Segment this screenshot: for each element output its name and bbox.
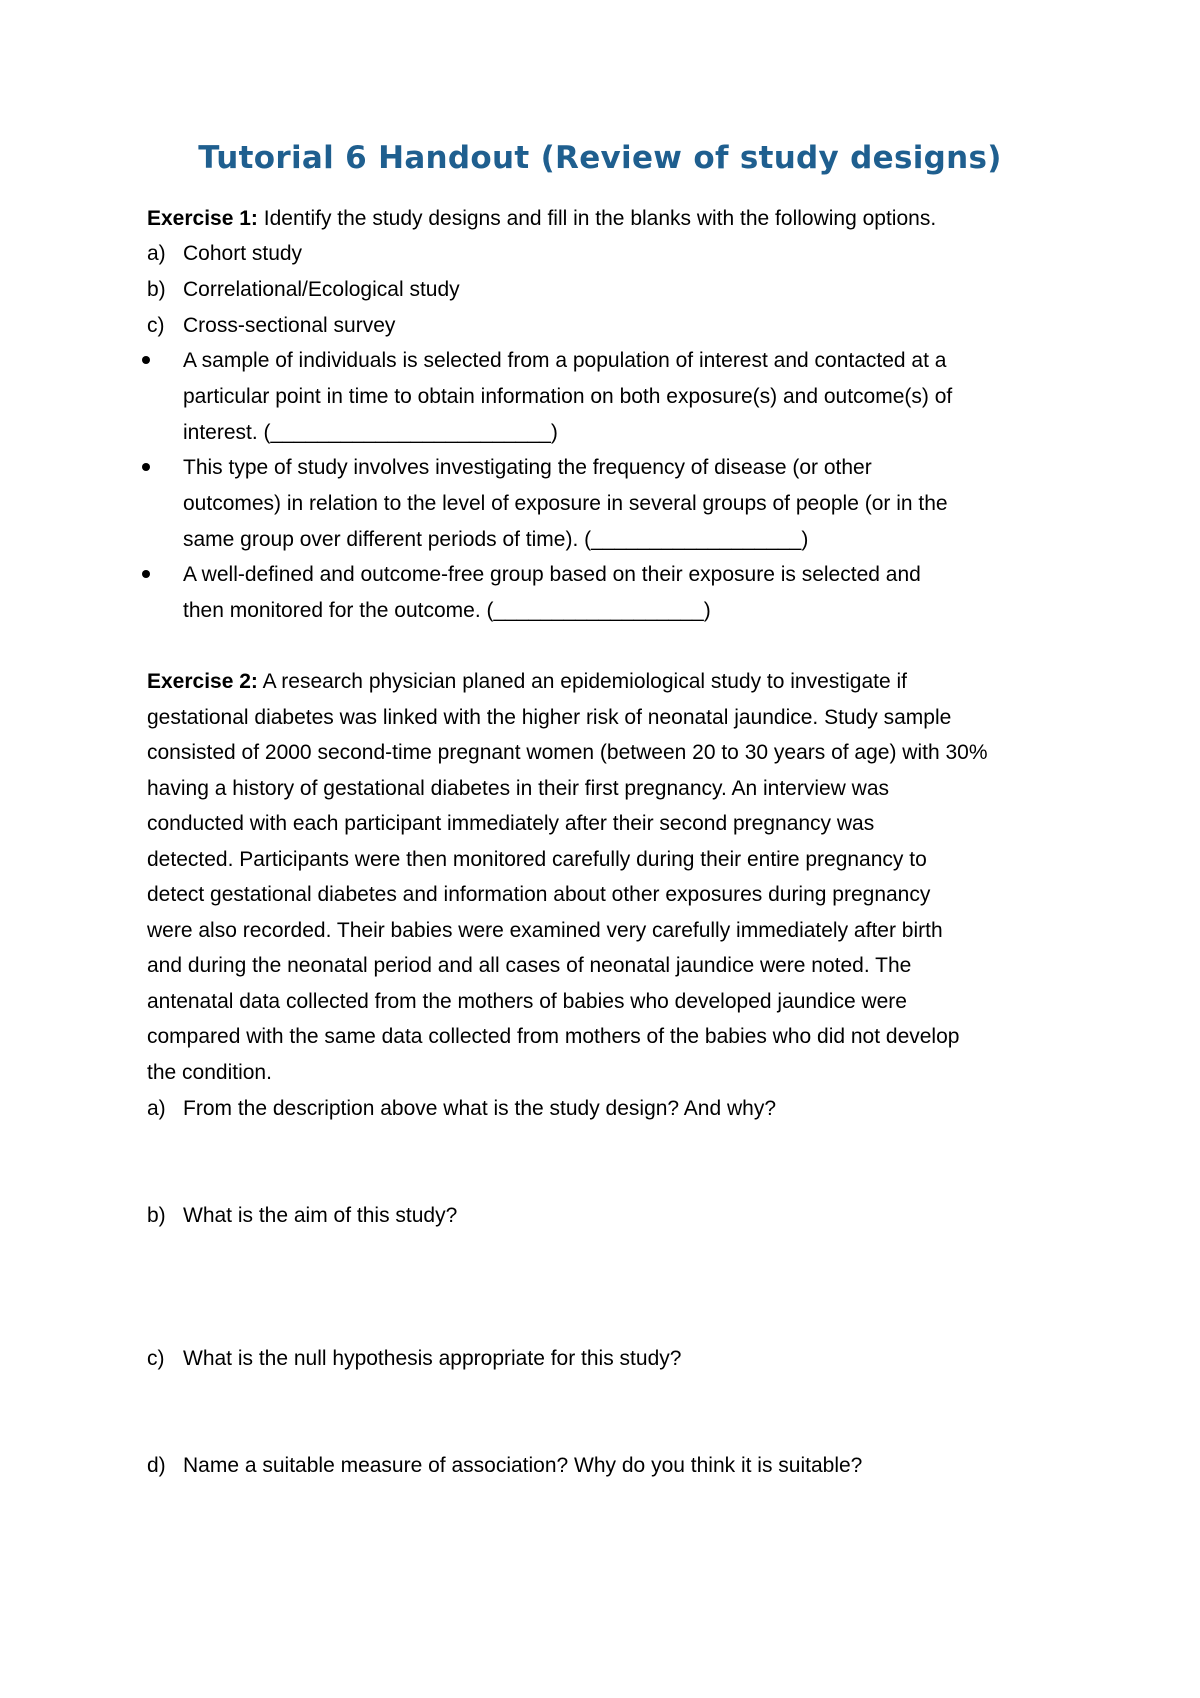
option-cross-sectional-survey: Cross-sectional survey [183,314,396,337]
option-marker: b) [147,278,166,301]
exercise-2-paragraph-line: having a history of gestational diabetes in their first pregnancy. An interview was [147,777,890,800]
exercise-2-paragraph-line: were also recorded. Their babies were examined very carefully immediately after birth [147,919,943,942]
question-marker: c) [147,1347,165,1370]
exercise-2-label: Exercise 2: [147,670,258,693]
bullet-icon [142,463,150,471]
bullet-1-line: A sample of individuals is selected from a population of interest and contacted at a [183,349,947,372]
question-study-aim: What is the aim of this study? [183,1204,458,1227]
exercise-2-paragraph-line: conducted with each participant immediately after their second pregnancy was [147,812,875,835]
bullet-1-line: particular point in time to obtain information on both exposure(s) and outcome(s) of [183,385,953,408]
page-title: Tutorial 6 Handout (Review of study designs) [198,140,1002,176]
option-correlational-study: Correlational/Ecological study [183,278,460,301]
exercise-2-paragraph-line: consisted of 2000 second-time pregnant women (between 20 to 30 years of age) with 30% [147,741,988,764]
bullet-icon [142,356,150,364]
exercise-2-paragraph-line [147,668,907,696]
bullet-2-line: outcomes) in relation to the level of exposure in several groups of people (or in the [183,492,948,515]
exercise-1-intro [147,205,936,233]
option-cohort-study: Cohort study [183,242,303,265]
option-marker: a) [147,242,166,265]
question-measure-of-association: Name a suitable measure of association? Why do you think it is suitable? [183,1454,863,1477]
question-marker: d) [147,1454,166,1477]
question-marker: a) [147,1097,166,1120]
question-null-hypothesis: What is the null hypothesis appropriate for this study? [183,1347,682,1370]
exercise-2-paragraph-line: the condition. [147,1061,272,1084]
exercise-2-paragraph-line: and during the neonatal period and all cases of neonatal jaundice were noted. The [147,954,912,977]
bullet-1-line: interest. (________________________) [183,421,558,444]
exercise-2-paragraph-line: detected. Participants were then monitored carefully during their entire pregnancy to [147,848,927,871]
exercise-2-paragraph-line: antenatal data collected from the mothers of babies who developed jaundice were [147,990,907,1013]
bullet-3-line: then monitored for the outcome. (__________________) [183,599,711,622]
exercise-2-paragraph-line: gestational diabetes was linked with the higher risk of neonatal jaundice. Study sample [147,706,952,729]
question-study-design: From the description above what is the study design? And why? [183,1097,777,1120]
exercise-1-label: Exercise 1: [147,207,258,230]
exercise-1-intro-text: Identify the study designs and fill in the blanks with the following options. [257,207,937,230]
bullet-3-line: A well-defined and outcome-free group based on their exposure is selected and [183,563,921,586]
bullet-2-line: This type of study involves investigating the frequency of disease (or other [183,456,872,479]
exercise-2-paragraph-line: detect gestational diabetes and information about other exposures during pregnancy [147,883,931,906]
exercise-2-paragraph-line: compared with the same data collected from mothers of the babies who did not develop [147,1025,960,1048]
exercise-2-text: A research physician planed an epidemiological study to investigate if [257,670,907,693]
bullet-2-line: same group over different periods of time). (__________________) [183,528,809,551]
question-marker: b) [147,1204,166,1227]
bullet-icon [142,570,150,578]
option-marker: c) [147,314,165,337]
